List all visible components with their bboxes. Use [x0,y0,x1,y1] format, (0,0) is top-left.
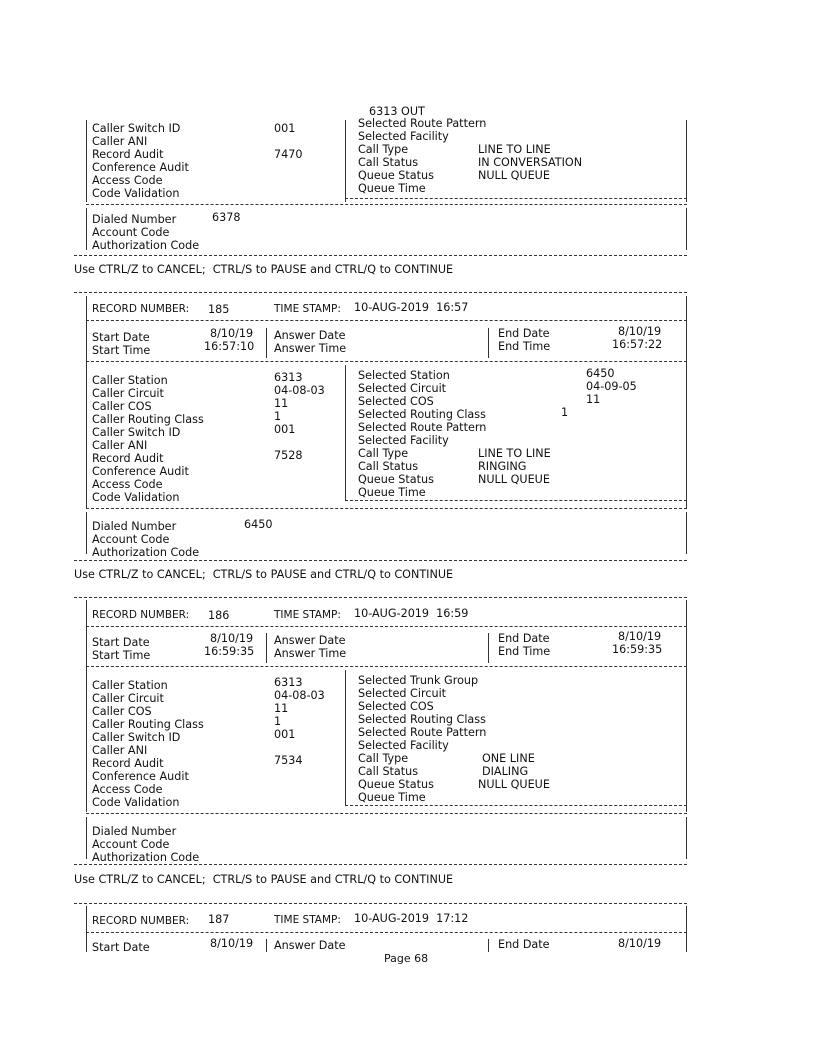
record-number-label: RECORD NUMBER: [92,609,190,621]
fragment-call-status: IN CONVERSATION [478,156,583,169]
divider [74,255,687,256]
caller-cos: 11 [274,397,289,410]
field-label: Selected Facility [358,739,449,752]
selected-station: 6450 [586,367,615,380]
fragment-label: Account Code [92,226,170,239]
answer-date-label: Answer Date [274,329,346,342]
end-time-label: End Time [498,645,551,658]
field-label: Selected Circuit [358,687,447,700]
divider [86,204,687,205]
field-label: Access Code [92,783,163,796]
field-label: Caller COS [92,400,152,413]
time-stamp: 10-AUG-2019 17:12 [354,912,469,925]
field-label: Call Type [358,752,409,765]
field-label: Caller ANI [92,744,148,757]
field-label: Queue Time [358,791,426,804]
field-label: Call Status [358,460,419,473]
field-label: Caller Station [92,679,168,692]
start-date-label: Start Date [92,941,150,954]
answer-date-label: Answer Date [274,939,346,952]
field-label: Selected Station [358,369,450,382]
time-stamp: 10-AUG-2019 16:57 [354,301,469,314]
caller-circuit: 04-08-03 [274,384,325,397]
fragment-label: Record Audit [92,148,164,161]
time-stamp-label: TIME STAMP: [274,303,341,315]
end-date-label: End Date [498,632,550,645]
end-date-label: End Date [498,938,550,951]
answer-time-label: Answer Time [274,647,347,660]
field-label: Conference Audit [92,465,189,478]
selected-routing-class: 1 [561,406,569,419]
caller-routing-class: 1 [274,410,282,423]
record-number: 187 [208,913,230,926]
queue-status: NULL QUEUE [478,778,550,791]
field-label: Selected COS [358,700,434,713]
queue-status: NULL QUEUE [478,473,550,486]
field-label: Caller Routing Class [92,413,204,426]
record-number-label: RECORD NUMBER: [92,915,190,927]
divider [345,198,687,199]
end-date-label: End Date [498,327,550,340]
caller-cos: 11 [274,702,289,715]
end-date: 8/10/19 [618,937,662,950]
caller-station: 6313 [274,371,303,384]
fragment-label: Authorization Code [92,239,200,252]
fragment-label: Code Validation [92,187,180,200]
fragment-switch-id: 001 [274,122,296,135]
time-stamp: 10-AUG-2019 16:59 [354,607,469,620]
field-label: Caller COS [92,705,152,718]
caller-switch-id: 001 [274,423,296,436]
start-time: 16:59:35 [204,645,255,658]
fragment-dialed-number: 6378 [212,211,241,224]
field-label: Caller ANI [92,439,148,452]
prompt-text: Use CTRL/Z to CANCEL; CTRL/S to PAUSE and CTRL/Q to CONTINUE [74,568,454,581]
field-label: Selected COS [358,395,434,408]
selected-cos: 11 [586,393,601,406]
field-label: Account Code [92,838,170,851]
end-date: 8/10/19 [618,325,662,338]
field-label: Caller Routing Class [92,718,204,731]
prompt-text: Use CTRL/Z to CANCEL; CTRL/S to PAUSE and CTRL/Q to CONTINUE [74,263,454,276]
end-time: 16:59:35 [612,643,663,656]
record-audit: 7528 [274,449,303,462]
field-label: Access Code [92,478,163,491]
fragment-label: Caller ANI [92,135,148,148]
start-date-label: Start Date [92,331,150,344]
field-label: Queue Status [358,473,434,486]
field-label: Queue Time [358,486,426,499]
start-date: 8/10/19 [210,632,254,645]
time-stamp-label: TIME STAMP: [274,609,341,621]
answer-date-label: Answer Date [274,634,346,647]
caller-routing-class: 1 [274,715,282,728]
field-label: Selected Routing Class [358,713,486,726]
fragment-label: Dialed Number [92,213,177,226]
answer-time-label: Answer Time [274,342,347,355]
field-label: Authorization Code [92,546,200,559]
fragment-label: Queue Status [358,169,434,182]
field-label: Record Audit [92,757,164,770]
route-header: 6313 OUT [369,105,425,118]
caller-switch-id: 001 [274,728,296,741]
fragment-label: Conference Audit [92,161,189,174]
record-audit: 7534 [274,754,303,767]
fragment-call-type: LINE TO LINE [478,143,551,156]
prompt-text: Use CTRL/Z to CANCEL; CTRL/S to PAUSE and CTRL/Q to CONTINUE [74,873,454,886]
field-label: Caller Switch ID [92,426,181,439]
call-type: ONE LINE [482,752,535,765]
field-label: Caller Switch ID [92,731,181,744]
end-date: 8/10/19 [618,630,662,643]
selected-circuit: 04-09-05 [586,380,637,393]
start-date-label: Start Date [92,636,150,649]
call-type: LINE TO LINE [478,447,551,460]
field-label: Selected Route Pattern [358,421,487,434]
fragment-label: Call Type [358,143,409,156]
caller-circuit: 04-08-03 [274,689,325,702]
field-label: Caller Station [92,374,168,387]
record-number: 185 [208,303,230,316]
field-label: Conference Audit [92,770,189,783]
start-time-label: Start Time [92,649,151,662]
field-label: Selected Circuit [358,382,447,395]
field-label: Queue Status [358,778,434,791]
caller-station: 6313 [274,676,303,689]
fragment-label: Caller Switch ID [92,122,181,135]
field-label: Selected Routing Class [358,408,486,421]
field-label: Caller Circuit [92,387,164,400]
start-time: 16:57:10 [204,340,255,353]
call-status: RINGING [478,460,527,473]
start-date: 8/10/19 [210,327,254,340]
start-time-label: Start Time [92,344,151,357]
time-stamp-label: TIME STAMP: [274,914,341,926]
field-label: Account Code [92,533,170,546]
field-label: Dialed Number [92,825,177,838]
field-label: Selected Route Pattern [358,726,487,739]
fragment-label: Selected Route Pattern [358,117,487,130]
fragment-label: Call Status [358,156,419,169]
end-time-label: End Time [498,340,551,353]
fragment-label: Queue Time [358,182,426,195]
fragment-record-audit: 7470 [274,148,303,161]
field-label: Selected Facility [358,434,449,447]
field-label: Authorization Code [92,851,200,864]
end-time: 16:57:22 [612,338,663,351]
field-label: Record Audit [92,452,164,465]
page-number: Page 68 [384,952,429,965]
field-label: Caller Circuit [92,692,164,705]
field-label: Dialed Number [92,520,177,533]
field-label: Call Type [358,447,409,460]
call-status: DIALING [482,765,529,778]
field-label: Call Status [358,765,419,778]
start-date: 8/10/19 [210,937,254,950]
field-label: Selected Trunk Group [358,674,479,687]
fragment-label: Selected Facility [358,130,449,143]
field-label: Code Validation [92,491,180,504]
fragment-queue-status: NULL QUEUE [478,169,550,182]
record-number: 186 [208,609,230,622]
field-label: Code Validation [92,796,180,809]
dialed-number: 6450 [244,518,273,531]
record-number-label: RECORD NUMBER: [92,303,190,315]
fragment-label: Access Code [92,174,163,187]
